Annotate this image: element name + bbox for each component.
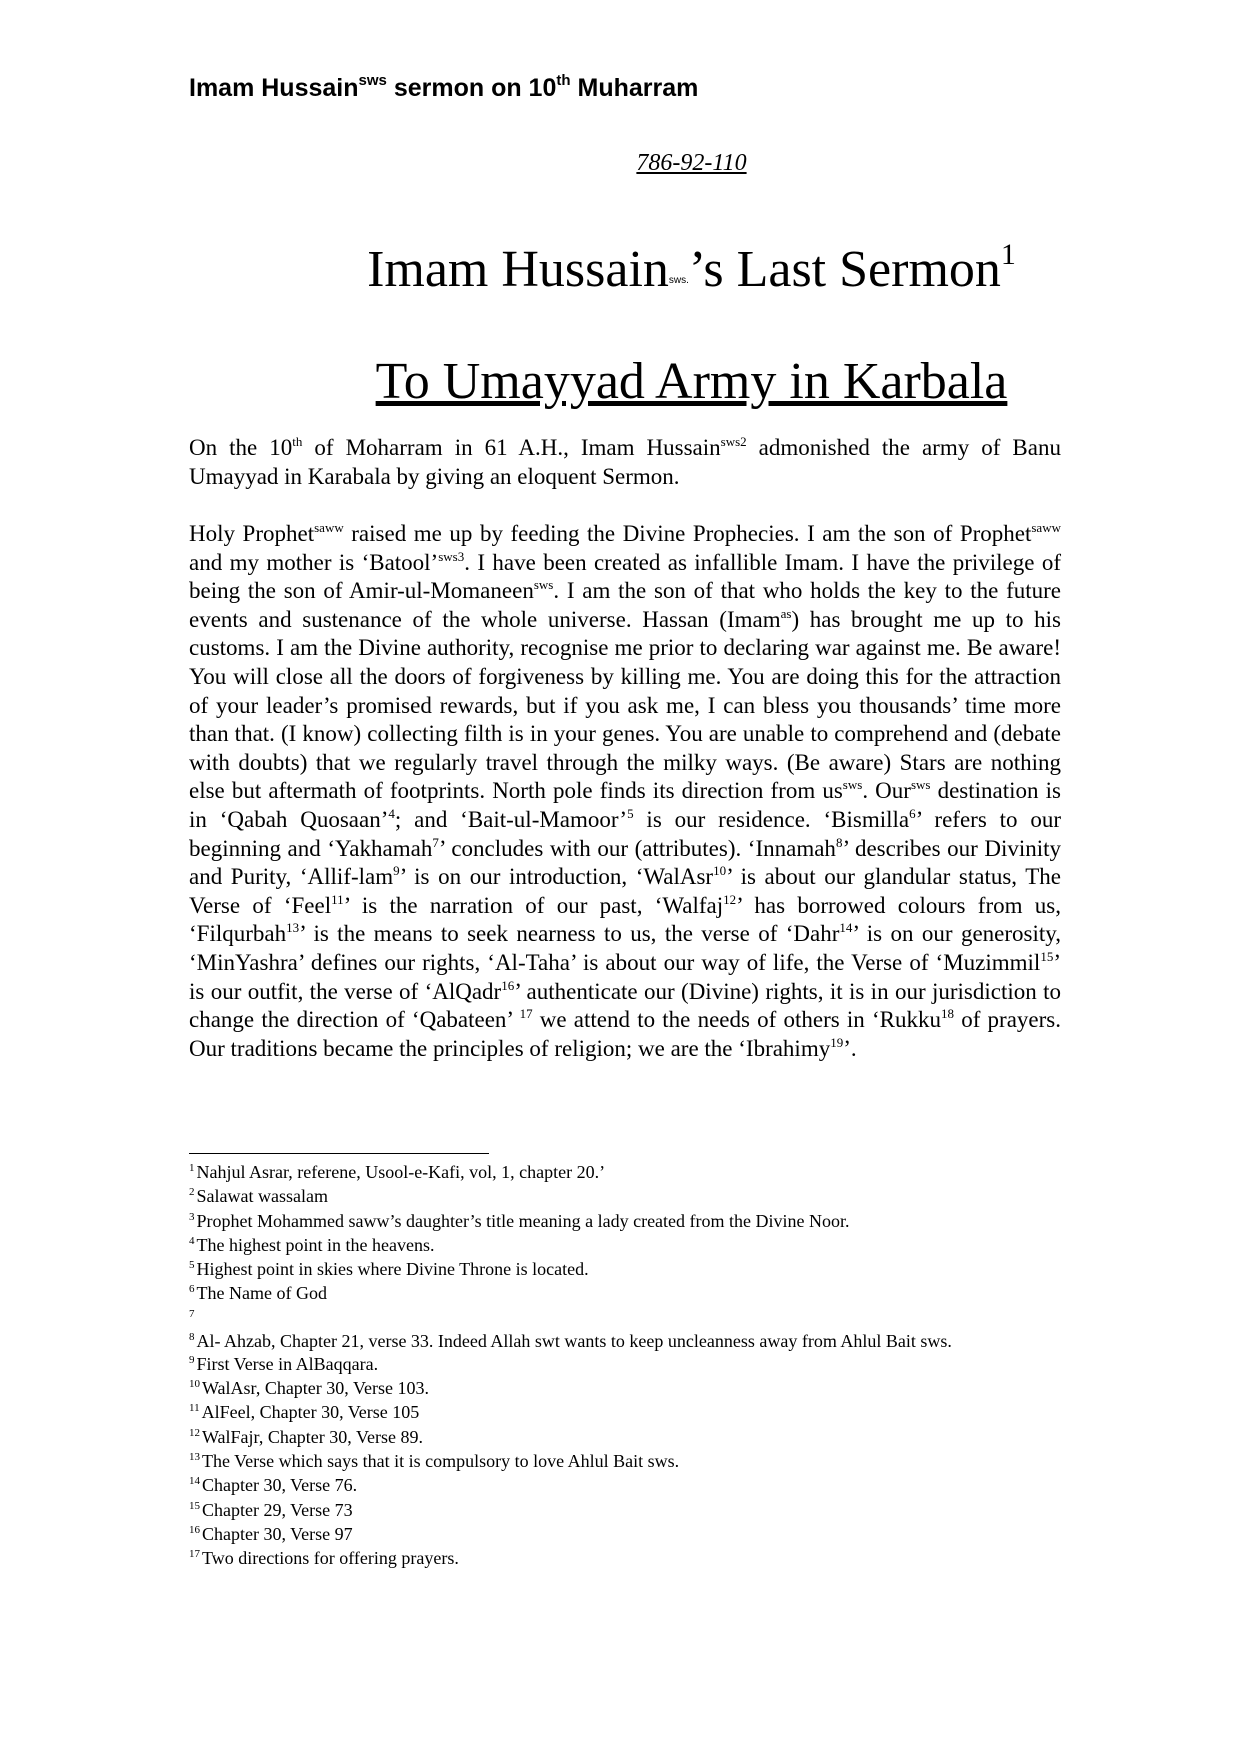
reference-code: 786-92-110: [636, 150, 747, 176]
footnote-text: Highest point in skies where Divine Throne is located.: [196, 1259, 589, 1280]
footnote: [189, 1281, 1061, 1305]
text-run: of Moharram in 61 A.H., Imam Hussain: [302, 435, 721, 460]
footnote-number: 17: [189, 1548, 200, 1561]
superscript: sws: [910, 777, 931, 793]
text-run: Holy Prophet: [189, 521, 315, 546]
text-run: ’ refers to our beginning and ‘Yakhamah: [189, 806, 1061, 861]
footnote: [189, 1233, 1061, 1257]
footnote-number: 13: [189, 1450, 200, 1463]
superscript: sws2: [720, 434, 747, 449]
footnote: [189, 1425, 1061, 1449]
footnote: [189, 1160, 1061, 1184]
superscript: saww: [314, 520, 344, 535]
footnote-text: WalFajr, Chapter 30, Verse 89.: [202, 1426, 423, 1447]
text-run: . I am the son of that who holds the key to the future events and sustenance of the whole universe. Hassan (Imam: [189, 578, 1061, 632]
page-subtitle: To Umayyad Army in Karbala: [375, 353, 1008, 410]
title-honorific: sws.: [668, 275, 689, 286]
footnote-number: 10: [189, 1378, 200, 1391]
superscript: 18: [941, 1006, 954, 1022]
footnote-number: 3: [189, 1210, 195, 1223]
text-run: ’ is on our introduction, ‘WalAsr: [399, 864, 714, 890]
superscript: 17: [519, 1006, 533, 1022]
header-superscript: sws: [358, 72, 387, 89]
text-run: . I have been created as infallible Imam. I have the privilege of being the son of Amir-ul-Momaneen: [189, 549, 1061, 604]
footnote-text: The highest point in the heavens.: [196, 1234, 435, 1255]
footnote-number: 2: [189, 1186, 195, 1199]
text-run: admonished the army of Banu Umayyad in Karabala by giving an eloquent Sermon.: [189, 435, 1061, 489]
footnote-ref: 1: [1000, 238, 1016, 271]
superscript: 16: [501, 977, 515, 993]
header-text: sermon on 10: [386, 74, 557, 102]
superscript: 14: [839, 920, 853, 936]
superscript: 4: [388, 805, 395, 821]
text-run: raised me up by feeding the Divine Prophecies. I am the son of Prophet: [343, 521, 1032, 546]
footnote: [189, 1376, 1061, 1400]
footnote: [189, 1257, 1061, 1281]
footnote-divider: [189, 1153, 489, 1154]
text-run: . Our: [862, 778, 911, 804]
header-superscript: th: [556, 72, 571, 89]
text-run: ’ concludes with our (attributes). ‘Innamah: [438, 835, 836, 861]
superscript: 19: [830, 1034, 844, 1050]
superscript: th: [292, 434, 303, 449]
text-run: destination is in ‘Qabah Quosaan’: [189, 778, 1061, 832]
superscript: 13: [286, 920, 300, 936]
footnote-text: Chapter 30, Verse 97: [202, 1523, 353, 1544]
footnote: [189, 1330, 1061, 1352]
text-run: ’ is about our glandular status, The Verse of ‘Feel: [189, 864, 1061, 918]
footnote: [189, 1473, 1061, 1497]
footnote-text: First Verse in AlBaqqara.: [196, 1353, 379, 1374]
text-run: ’.: [843, 1035, 857, 1061]
superscript: as: [780, 605, 792, 621]
footnote-text: AlFeel, Chapter 30, Verse 105: [201, 1402, 420, 1423]
text-run: and my mother is ‘Batool’: [189, 549, 439, 575]
footnote-text: Prophet Mohammed saww’s daughter’s title meaning a lady created from the Divine Noor.: [196, 1210, 850, 1231]
footnotes: [189, 1160, 1061, 1570]
footnote: [189, 1449, 1061, 1473]
text-run: ’ is our outfit, the verse of ‘AlQadr: [189, 949, 1061, 1004]
footnote-text: Salawat wassalam: [196, 1186, 328, 1207]
footnote-number: 5: [189, 1259, 195, 1272]
superscript: 9: [393, 863, 400, 879]
text-run: is our residence. ‘Bismilla: [633, 806, 910, 832]
title-text: Imam Hussain: [367, 241, 669, 298]
title-text: ’s Last Sermon: [688, 241, 1001, 298]
footnote: [189, 1306, 1061, 1330]
text-run: we attend to the needs of others in ‘Rukku: [532, 1007, 941, 1033]
intro-paragraph: [189, 434, 1061, 491]
footnote: [189, 1522, 1061, 1546]
text-run: ’ is on our generosity, ‘MinYashra’ defines our rights, ‘Al-Taha’ is about our way of life, the Verse of ‘Muzimmil: [189, 921, 1062, 975]
text-run: ’ is the means to seek nearness to us, the verse of ‘Dahr: [299, 921, 840, 947]
superscript: saww: [1031, 520, 1061, 535]
footnote-text: Chapter 30, Verse 76.: [202, 1475, 358, 1496]
superscript: 10: [713, 863, 727, 879]
superscript: 12: [723, 891, 737, 907]
footnote-number: 15: [189, 1499, 200, 1512]
text-run: ’ has borrowed colours from us, ‘Filqurbah: [189, 892, 1061, 947]
header-text: Imam Hussain: [189, 74, 359, 102]
footnote-text: The Verse which says that it is compulsory to love Ahlul Bait sws.: [202, 1450, 680, 1471]
footnote: [189, 1546, 1061, 1570]
text-run: of prayers. Our traditions became the principles of religion; we are the ‘Ibrahimy: [189, 1007, 1061, 1061]
footnote-text: Two directions for offering prayers.: [202, 1548, 459, 1569]
superscript: 15: [1040, 948, 1054, 964]
text-run: On the 10: [189, 435, 293, 460]
superscript: sws: [842, 777, 863, 793]
footnote: [189, 1184, 1061, 1208]
footnote-number: 6: [189, 1283, 195, 1296]
footnote-number: 11: [189, 1402, 200, 1415]
superscript: 6: [909, 805, 916, 821]
text-run: ’ is the narration of our past, ‘Walfaj: [343, 892, 724, 918]
footnote-number: 14: [189, 1475, 200, 1488]
superscript: 8: [835, 834, 843, 850]
footnote-number: 16: [189, 1523, 200, 1536]
footnote-number: 7: [189, 1307, 195, 1320]
text-run: ; and ‘Bait-ul-Mamoor’: [394, 806, 628, 832]
footnote-number: 1: [189, 1162, 195, 1174]
running-header: [189, 72, 698, 104]
footnote-text: Chapter 29, Verse 73: [202, 1499, 353, 1520]
text-run: ’ authenticate our (Divine) rights, it is in our jurisdiction to change the direction of ‘Qabateen’: [189, 978, 1061, 1033]
superscript: 7: [432, 834, 439, 850]
superscript: sws: [533, 577, 554, 593]
page-title: [0, 238, 1241, 313]
superscript: 11: [331, 891, 344, 907]
text-run: ) has brought me up to his customs. I am the Divine authority, recognise me prior to declaring war against me. Be aware! You will close all the doors of forgiveness by killing me. You are doing this for the attraction of your leader’s promised rewards, but if you ask me, I can bless you thousands’ time more than that. (I know) collecting filth is in your genes. You are unable to comprehend and (debate with doubts) that we regularly travel through the milky ways. (Be aware) Stars are nothing else but aftermath of footprints. North pole finds its direction from us: [189, 606, 1062, 804]
footnote-text: Al- Ahzab, Chapter 21, verse 33. Indeed Allah swt wants to keep uncleanness away from Ahlul Bait sws.: [196, 1330, 952, 1351]
footnote-text: Nahjul Asrar, referene, Usool-e-Kafi, vol, 1, chapter 20.’: [196, 1162, 606, 1182]
footnote: [189, 1498, 1061, 1522]
footnote-number: 9: [189, 1353, 195, 1366]
footnote-text: The Name of God: [196, 1283, 327, 1304]
footnote-text: WalAsr, Chapter 30, Verse 103.: [202, 1378, 429, 1399]
footnote-number: 12: [189, 1426, 200, 1439]
text-run: ’ describes our Divinity and Purity, ‘Allif-lam: [189, 835, 1062, 890]
superscript: sws3: [438, 548, 465, 564]
superscript: 5: [627, 805, 634, 821]
sermon-paragraph: [189, 520, 1061, 1063]
footnote: [189, 1209, 1061, 1233]
footnote-number: 4: [189, 1234, 195, 1247]
footnote: [189, 1352, 1061, 1376]
footnote-number: 8: [189, 1330, 195, 1343]
header-text: Muharram: [570, 74, 699, 102]
footnote: [189, 1400, 1061, 1424]
